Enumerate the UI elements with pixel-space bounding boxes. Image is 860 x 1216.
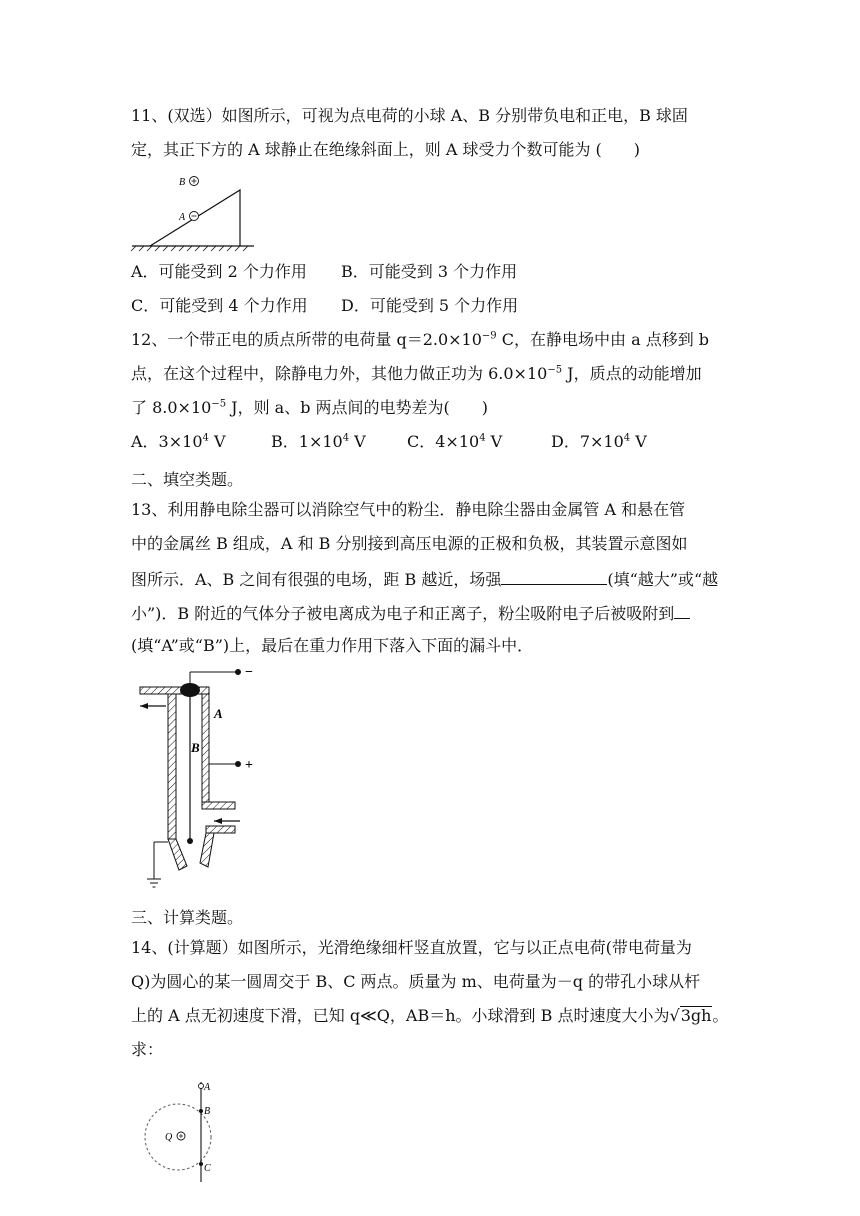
q11-option-c: C．可能受到 4 个力作用 xyxy=(131,296,308,315)
section-3-heading: 三、计算类题。 xyxy=(131,908,244,927)
q12-option-a-exp: 4 xyxy=(202,432,209,444)
q12-option-d-unit: V xyxy=(630,432,647,451)
q11-figure xyxy=(128,170,258,252)
q14-line-2: Q)为圆心的某一圆周交于 B、C 两点。质量为 m、电荷量为－q 的带孔小球从杆 xyxy=(131,972,701,991)
q11-option-a: A．可能受到 2 个力作用 xyxy=(131,262,307,281)
q13-label-positive: + xyxy=(245,758,253,773)
q12-line-1-exp: −9 xyxy=(481,330,497,342)
q13-blank-1[interactable] xyxy=(501,568,607,585)
q11-options-row-1 xyxy=(131,262,517,282)
q12-line-2-text: 点，在这个过程中，除静电力外，其他力做正功为 6.0×10 xyxy=(131,364,548,383)
q11-option-d: D．可能受到 5 个力作用 xyxy=(341,296,519,315)
q12-option-d-exp: 4 xyxy=(623,432,631,444)
q12-option-a-base: A．3×10 xyxy=(131,432,203,451)
q12-option-a-unit: V xyxy=(208,432,226,451)
q11-label-a: A xyxy=(179,212,186,223)
q14-label-a: A xyxy=(204,1082,211,1093)
q13-blank-2[interactable] xyxy=(674,602,690,619)
q13-line-4-text: 小”)．B 附近的气体分子被电离成为电子和正离子，粉尘吸附电子后被吸附到 xyxy=(131,604,675,623)
q14-label-c: C xyxy=(204,1163,211,1174)
q11-options-row-2 xyxy=(131,296,518,316)
q12-line-3 xyxy=(131,398,488,418)
q12-option-b-exp: 4 xyxy=(342,432,350,444)
q13-label-a: A xyxy=(214,706,223,721)
q13-figure-precipitator xyxy=(128,660,268,892)
q13-line-3-text-end: (填“越大”或“越 xyxy=(607,570,719,589)
q12-option-d xyxy=(551,432,647,452)
q11-label-b: B xyxy=(179,177,186,188)
q13-line-3-text: 图所示．A、B 之间有很强的电场，距 B 越近，场强 xyxy=(131,570,502,589)
q13-label-b: B xyxy=(191,740,200,755)
q12-option-d-base: D．7×10 xyxy=(551,432,624,451)
section-2-heading: 二、填空类题。 xyxy=(131,470,244,489)
q12-option-c-base: C．4×10 xyxy=(407,432,480,451)
q12-line-3-text: 了 8.0×10 xyxy=(131,398,212,417)
q13-line-5: (填“A”或“B”)上，最后在重力作用下落入下面的漏斗中． xyxy=(131,636,534,655)
q11-line-1: 11、(双选）如图所示，可视为点电荷的小球 A、B 分别带负电和正电，B 球固 xyxy=(131,106,688,125)
q11-line-2: 定，其正下方的 A 球静止在绝缘斜面上，则 A 球受力个数可能为 ( ) xyxy=(131,140,641,159)
q12-line-1-text: 12、一个带正电的质点所带的电荷量 q＝2.0×10 xyxy=(131,330,482,349)
q12-line-3-exp: −5 xyxy=(211,398,227,410)
q13-line-1: 13、利用静电除尘器可以消除空气中的粉尘．静电除尘器由金属管 A 和悬在管 xyxy=(131,500,686,519)
q12-option-b-unit: V xyxy=(349,432,366,451)
q14-line-4: 求： xyxy=(131,1040,164,1059)
q11-option-b: B．可能受到 3 个力作用 xyxy=(341,262,518,281)
q12-options xyxy=(131,432,647,452)
q14-line-3-end: 。 xyxy=(712,1006,729,1025)
q14-sqrt-content: 3gh xyxy=(680,1006,712,1025)
q14-figure xyxy=(135,1074,245,1186)
q13-line-2: 中的金属丝 B 组成，A 和 B 分别接到高压电源的正极和负极，其装置示意图如 xyxy=(131,534,688,553)
q14-line-3 xyxy=(131,1006,728,1026)
q12-line-2 xyxy=(131,364,702,384)
q12-option-b xyxy=(271,432,407,452)
q13-line-4 xyxy=(131,602,690,624)
q12-line-3-text-end: J，则 a、b 两点间的电势差为( ) xyxy=(226,398,489,417)
q12-option-a xyxy=(131,432,271,452)
q12-option-c-unit: V xyxy=(485,432,503,451)
q12-line-2-text-end: J，质点的动能增加 xyxy=(562,364,702,383)
q12-line-1-text-end: C，在静电场中由 a 点移到 b xyxy=(496,330,710,349)
q13-label-negative: − xyxy=(245,665,253,680)
q14-line-1: 14、(计算题）如图所示，光滑绝缘细杆竖直放置，它与以正点电荷(带电荷量为 xyxy=(131,938,692,957)
q14-label-q: Q xyxy=(165,1132,173,1143)
q14-line-3-text: 上的 A 点无初速度下滑，已知 q≪Q，AB＝h。小球滑到 B 点时速度大小为 xyxy=(131,1006,670,1025)
q12-option-b-base: B．1×10 xyxy=(271,432,343,451)
q14-label-b: B xyxy=(204,1106,211,1117)
q12-line-2-exp: −5 xyxy=(547,364,563,376)
q12-line-1 xyxy=(131,330,709,350)
q12-option-c-exp: 4 xyxy=(479,432,486,444)
q12-option-c xyxy=(407,432,551,452)
q13-line-3 xyxy=(131,568,718,590)
q14-radical-sign: √ xyxy=(669,1006,680,1025)
